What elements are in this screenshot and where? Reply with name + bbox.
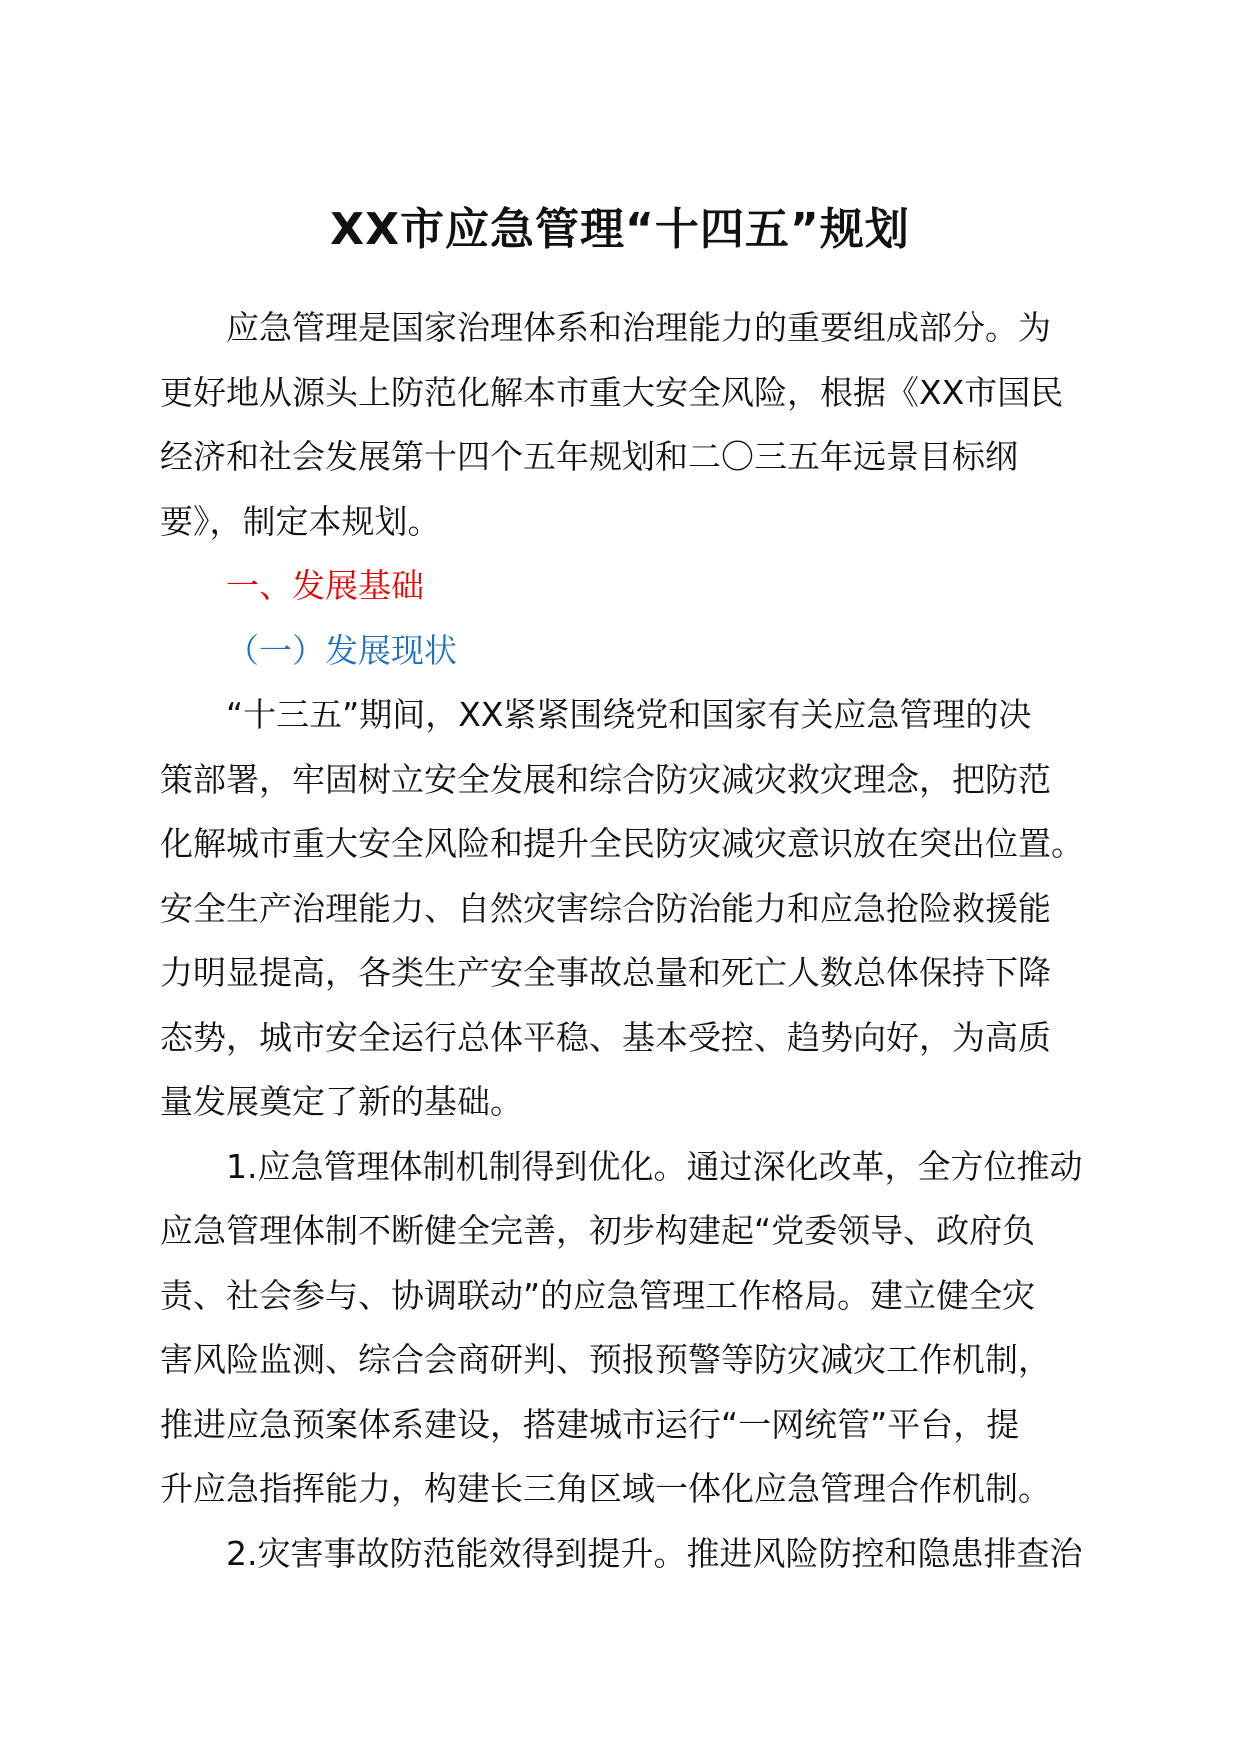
paragraph-line: 害风险监测、综合会商研判、预报预警等防灾减灾工作机制， — [160, 1340, 1051, 1379]
paragraph-line: 推进应急预案体系建设，搭建城市运行“一网统管”平台，提 — [160, 1404, 1020, 1444]
paragraph-line: 力明显提高，各类生产安全事故总量和死亡人数总体保持下降 — [160, 953, 1051, 992]
paragraph-line: 经济和社会发展第十四个五年规划和二〇三五年远景目标纲 — [160, 437, 1018, 476]
document-body — [160, 296, 1100, 1586]
paragraph-line: 安全生产治理能力、自然灾害综合防治能力和应急抢险救援能 — [160, 888, 1051, 928]
paragraph-line: 应急管理体制不断健全完善，初步构建起“党委领导、政府负 — [160, 1211, 1036, 1250]
paragraph-line: 要》，制定本规划。 — [160, 501, 441, 541]
section-heading: 一、发展基础 — [226, 566, 424, 605]
subsection-heading: （一）发展现状 — [226, 630, 457, 670]
paragraph-line: 责、社会参与、协调联动”的应急管理工作格局。建立健全灾 — [160, 1275, 1036, 1315]
paragraph-line: 升应急指挥能力，构建长三角区域一体化应急管理合作机制。 — [160, 1469, 1051, 1508]
paragraph-line: 策部署，牢固树立安全发展和综合防灾减灾救灾理念，把防范 — [160, 759, 1051, 799]
paragraph-line: 态势，城市安全运行总体平稳、基本受控、趋势向好，为高质 — [160, 1017, 1051, 1057]
paragraph-first-line: 1.应急管理体制机制得到优化。通过深化改革，全方位推动 — [226, 1146, 1083, 1186]
paragraph-line: 量发展奠定了新的基础。 — [160, 1082, 523, 1121]
paragraph-first-line: “十三五”期间，XX紧紧围绕党和国家有关应急管理的决 — [226, 695, 1032, 734]
document-title: XX市应急管理“十四五”规划 — [330, 204, 910, 255]
paragraph-first-line: 2.灾害事故防范能效得到提升。推进风险防控和隐患排查治 — [226, 1533, 1083, 1573]
paragraph-line: 化解城市重大安全风险和提升全民防灾减灾意识放在突出位置。 — [160, 824, 1084, 863]
paragraph-line: 更好地从源头上防范化解本市重大安全风险，根据《XX市国民 — [160, 372, 1064, 412]
paragraph-first-line: 应急管理是国家治理体系和治理能力的重要组成部分。为 — [226, 308, 1051, 347]
